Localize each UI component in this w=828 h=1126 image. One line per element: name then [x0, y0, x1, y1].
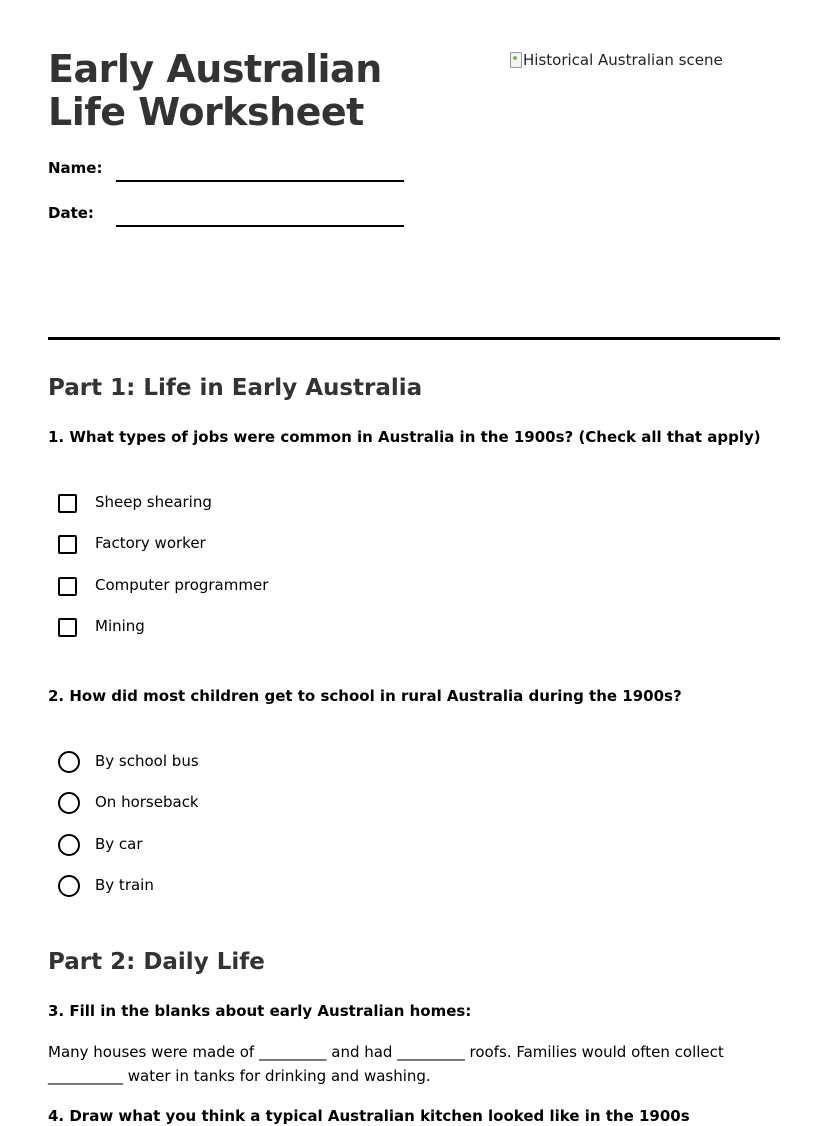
option-label: Computer programmer	[95, 576, 269, 594]
radio-button[interactable]	[58, 751, 80, 773]
q1-option-computer-programmer[interactable]	[58, 574, 269, 598]
q1-option-mining[interactable]	[58, 615, 145, 639]
option-label: On horseback	[95, 793, 199, 811]
image-alt-text: Historical Australian scene	[523, 51, 723, 69]
option-label: By train	[95, 876, 154, 894]
option-label: Mining	[95, 617, 145, 635]
name-line	[116, 180, 404, 182]
checkbox[interactable]	[58, 618, 77, 637]
question-1: 1. What types of jobs were common in Australia in the 1900s? (Check all that apply)	[48, 428, 761, 446]
radio-button[interactable]	[58, 792, 80, 814]
fill-in-blanks-paragraph: Many houses were made of _________ and had _________ roofs. Families would often collect __________ water in tanks for drinking and washing.	[48, 1043, 724, 1085]
radio-button[interactable]	[58, 834, 80, 856]
historical-scene-image	[510, 49, 723, 71]
part2-heading: Part 2: Daily Life	[48, 949, 265, 975]
question-2: 2. How did most children get to school in rural Australia during the 1900s?	[48, 687, 682, 705]
option-label: Factory worker	[95, 534, 206, 552]
name-field	[48, 158, 408, 188]
question-4: 4. Draw what you think a typical Australian kitchen looked like in the 1900s	[48, 1107, 690, 1125]
checkbox[interactable]	[58, 577, 77, 596]
option-label: By car	[95, 835, 143, 853]
q1-option-sheep-shearing[interactable]	[58, 491, 212, 515]
section-divider	[48, 337, 780, 340]
name-label: Name:	[48, 159, 103, 177]
checkbox[interactable]	[58, 494, 77, 513]
radio-button[interactable]	[58, 875, 80, 897]
date-label: Date:	[48, 204, 94, 222]
worksheet-title: Early Australian Life Worksheet	[48, 47, 382, 134]
q2-option-train[interactable]	[58, 874, 154, 898]
part1-heading: Part 1: Life in Early Australia	[48, 375, 423, 401]
q2-option-car[interactable]	[58, 833, 143, 857]
date-line	[116, 225, 404, 227]
q2-option-horseback[interactable]	[58, 791, 199, 815]
broken-image-icon	[510, 52, 522, 68]
checkbox[interactable]	[58, 535, 77, 554]
date-field	[48, 203, 408, 233]
option-label: Sheep shearing	[95, 493, 212, 511]
option-label: By school bus	[95, 752, 199, 770]
q2-option-school-bus[interactable]	[58, 750, 199, 774]
question-3: 3. Fill in the blanks about early Australian homes:	[48, 1002, 472, 1020]
q1-option-factory-worker[interactable]	[58, 532, 206, 556]
